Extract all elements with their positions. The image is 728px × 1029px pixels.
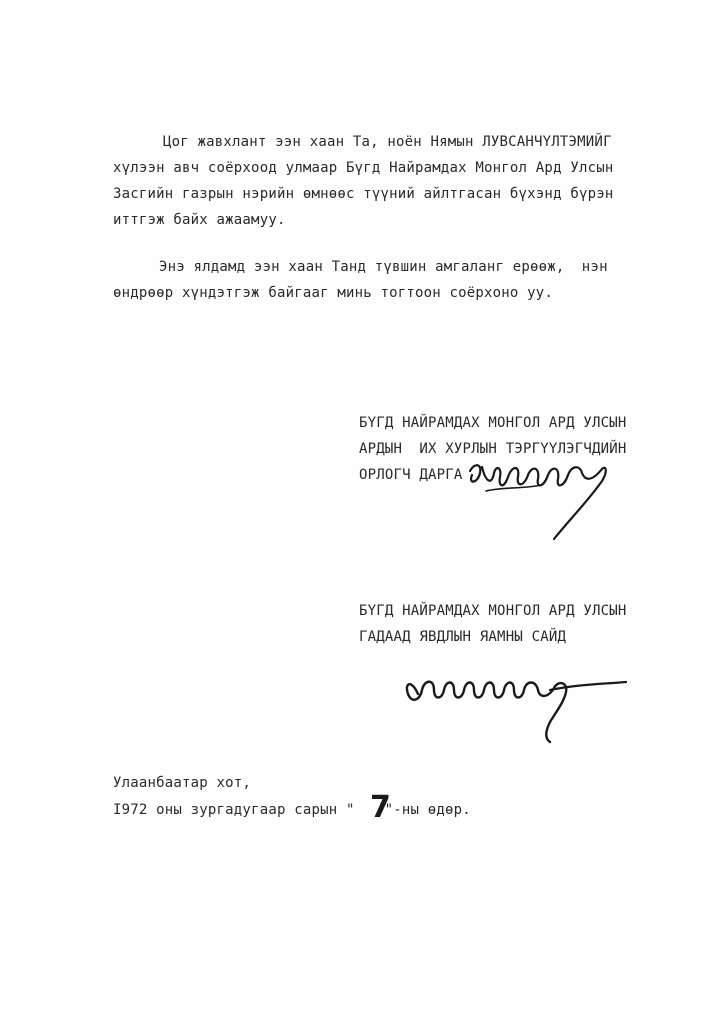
place-line: Улаанбаатар хот, xyxy=(113,775,252,791)
signatory-2-line-1: БҮГД НАЙРАМДАХ МОНГОЛ АРД УЛСЫН xyxy=(359,603,627,619)
signatory-1-line-3: ОРЛОГЧ ДАРГА xyxy=(359,467,463,483)
signature-1 xyxy=(462,455,622,550)
date-suffix: "-ны өдөр. xyxy=(384,802,471,818)
paragraph-2-line-1: Энэ ялдамд ээн хаан Танд түвшин амгаланг ерөөж, нэн xyxy=(159,259,608,275)
paragraph-1-line-3: Засгийн газрын нэрийн өмнөөс түүний айлтгасан бүхэнд бүрэн xyxy=(113,186,614,202)
paragraph-1-line-1: Цог жавхлант ээн хаан Та, ноён Нямын ЛУВСАНЧҮЛТЭМИЙГ xyxy=(163,134,612,150)
signatory-1-line-1: БҮГД НАЙРАМДАХ МОНГОЛ АРД УЛСЫН xyxy=(359,415,627,431)
signature-2 xyxy=(400,660,640,750)
signatory-2-line-2: ГАДААД ЯВДЛЫН ЯАМНЫ САЙД xyxy=(359,629,567,645)
signatory-1-line-2: АРДЫН ИХ ХУРЛЫН ТЭРГҮҮЛЭГЧДИЙН xyxy=(359,441,627,457)
paragraph-2-line-2: өндрөөр хүндэтгэж байгааг минь тогтоон соёрхоно уу. xyxy=(113,285,554,301)
date-prefix: I972 оны зургадугаар сарын " xyxy=(113,802,355,818)
paragraph-1-line-4: иттгэж байх ажаамуу. xyxy=(113,212,286,228)
date-line xyxy=(113,802,471,818)
paragraph-1-line-2: хүлээн авч соёрхоод улмаар Бүгд Найрамдах Монгол Ард Улсын xyxy=(113,160,614,176)
handwritten-day: 7 xyxy=(370,790,391,825)
